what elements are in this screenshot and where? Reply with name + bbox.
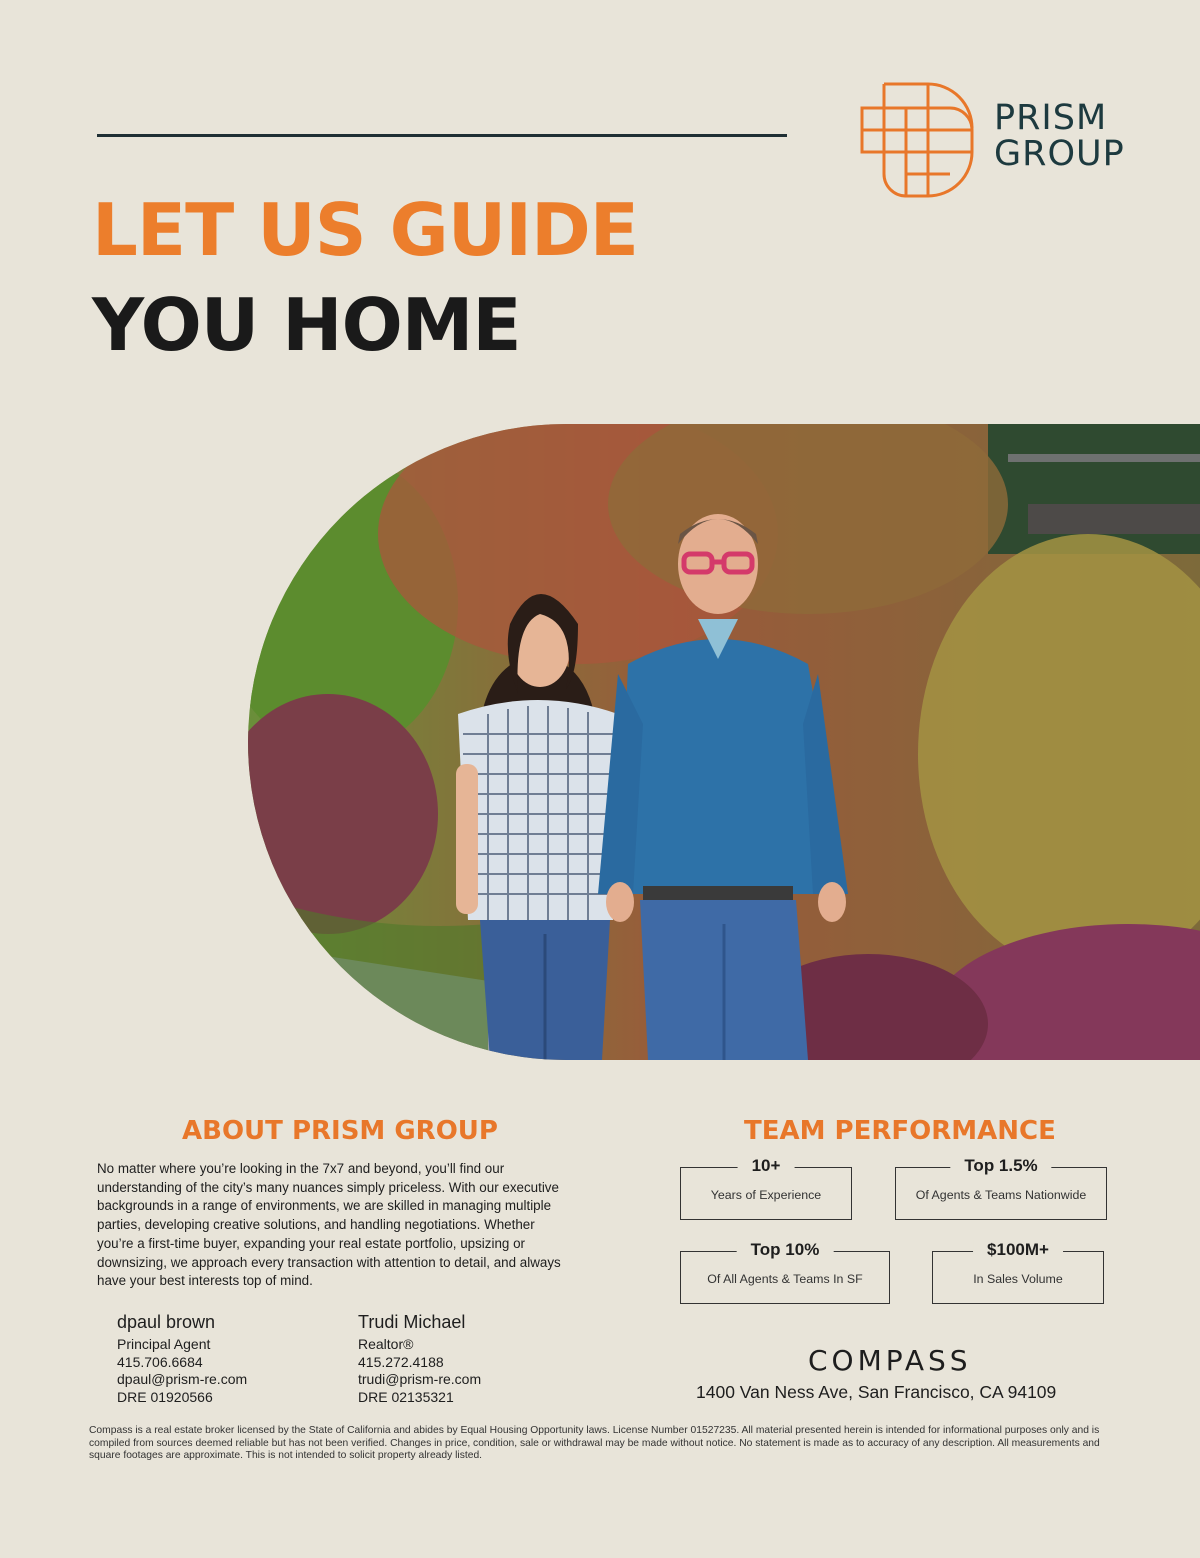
agent-email[interactable]: dpaul@prism-re.com <box>117 1371 248 1387</box>
agent-title: Principal Agent <box>117 1336 211 1352</box>
stat-label: In Sales Volume <box>973 1272 1063 1286</box>
stat-value: Top 1.5% <box>950 1156 1051 1176</box>
stat-sales-volume <box>932 1240 1104 1304</box>
stat-label: Of All Agents & Teams In SF <box>707 1272 863 1286</box>
agent-title: Realtor® <box>358 1336 414 1352</box>
logo-line-2: GROUP <box>994 134 1125 174</box>
team-photo-illustration <box>248 424 1200 1060</box>
agent-name: Trudi Michael <box>358 1312 466 1332</box>
team-photo <box>248 424 1200 1060</box>
logo-mark-icon <box>858 80 978 202</box>
compass-logo: COMPASS <box>808 1344 972 1377</box>
agent-dre: DRE 01920566 <box>117 1388 213 1405</box>
agent-dre: DRE 02135321 <box>358 1388 454 1405</box>
agent-phone[interactable]: 415.272.4188 <box>358 1353 444 1370</box>
stat-label: Of Agents & Teams Nationwide <box>915 1188 1087 1202</box>
stat-years-experience <box>680 1156 852 1220</box>
about-body: No matter where you’re looking in the 7x7 and beyond, you’ll find our understanding of the city’s many nuances simply priceless. With our executive backgrounds in a range of environments, we are skilled in managing multiple parties, developing creative solutions, and handling negotiations. Whether you’re a first-time buyer, expanding your real estate portfolio, upsizing or downsizing, we approach every transaction with attention to detail, and always have your best interests top of mind. <box>97 1161 561 1289</box>
stat-value: Top 10% <box>737 1240 834 1260</box>
agent-card-dpaul <box>117 1312 247 1406</box>
logo-wordmark <box>994 100 1125 172</box>
prism-group-logo <box>858 80 1138 202</box>
headline-line-1: LET US GUIDE <box>92 188 638 272</box>
about-title: ABOUT PRISM GROUP <box>182 1116 498 1146</box>
agent-card-trudi <box>358 1312 481 1406</box>
headline-line-2: YOU HOME <box>92 283 521 367</box>
logo-line-1: PRISM <box>994 98 1108 138</box>
stat-value: $100M+ <box>973 1240 1063 1260</box>
agent-name: dpaul brown <box>117 1312 216 1332</box>
legal-disclaimer: Compass is a real estate broker licensed by the State of California and abides by Equal Housing Opportunity laws. License Number 01527235. All material presented herein is intended for informational purposes only and is compiled from sources deemed reliable but has not been verified. Changes in price, condition, sale or withdrawal may be made without notice. No statement is made as to accuracy of any description. All measurements and square footages are approximate. This is not intended to solicit property already listed. <box>89 1425 1100 1461</box>
agent-phone[interactable]: 415.706.6684 <box>117 1353 203 1370</box>
stat-sf-rank <box>680 1240 890 1304</box>
header-rule <box>97 134 787 137</box>
stat-nationwide-rank <box>895 1156 1107 1220</box>
agent-email[interactable]: trudi@prism-re.com <box>358 1371 482 1387</box>
performance-title: TEAM PERFORMANCE <box>744 1116 1056 1146</box>
brokerage-address: 1400 Van Ness Ave, San Francisco, CA 94109 <box>696 1382 1057 1402</box>
stat-label: Years of Experience <box>710 1188 822 1202</box>
stat-value: 10+ <box>738 1156 795 1176</box>
